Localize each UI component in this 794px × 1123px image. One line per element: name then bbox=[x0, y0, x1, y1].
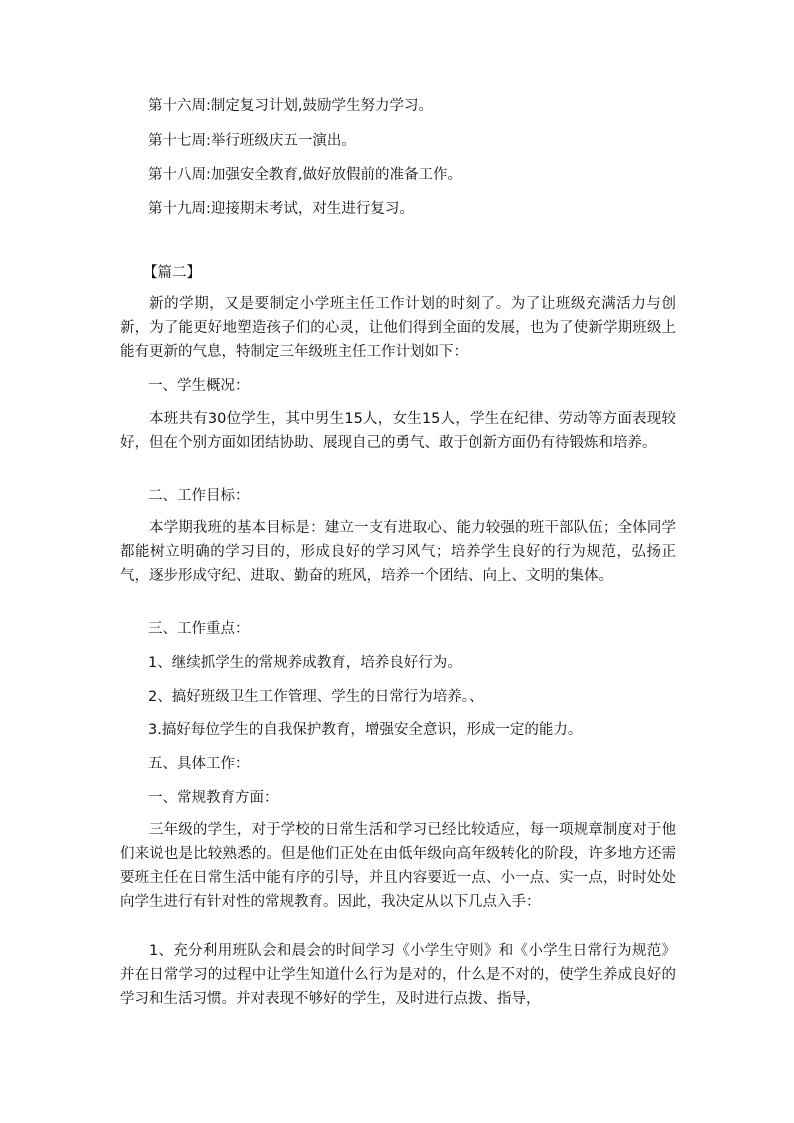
week-16-line: 第十六周:制定复习计划,鼓励学生努力学习。 bbox=[148, 98, 433, 114]
heading-student-overview: 一、学生概况： bbox=[148, 378, 250, 394]
routine-education-paragraph: 三年级的学生，对于学校的日常生活和学习已经比较适应，每一项规章制度对于他们来说也是比较熟悉的。但是他们正处在由低年级向高年级转化的阶段，许多地方还需要班主任在日常生活中能有序的引导，并且内容要近一点、小一点、实一点，时时处处向学生进行有针对性的常规教育。因此，我决定从以下几点入手： bbox=[120, 822, 676, 910]
week-18-line: 第十八周:加强安全教育,做好放假前的准备工作。 bbox=[148, 167, 462, 183]
week-17-line: 第十七周:举行班级庆五一演出。 bbox=[148, 133, 356, 149]
focus-item-1: 1、继续抓学生的常规养成教育，培养良好行为。 bbox=[148, 655, 462, 671]
focus-item-2: 2、搞好班级卫生工作管理、学生的日常行为培养。、 bbox=[148, 689, 484, 705]
student-overview-paragraph: 本班共有30位学生，其中男生15人，女生15人，学生在纪律、劳动等方面表现较好，但在个别方面如团结协助、展现自己的勇气、敢于创新方面仍有待锻炼和培养。 bbox=[120, 411, 676, 451]
section-heading: 【篇二】 bbox=[143, 265, 201, 281]
heading-work-focus: 三、工作重点： bbox=[148, 621, 250, 637]
heading-specific-work: 五、具体工作： bbox=[148, 756, 250, 772]
intro-paragraph: 新的学期，又是要制定小学班主任工作计划的时刻了。为了让班级充满活力与创新，为了能更好地塑造孩子们的心灵，让他们得到全面的发展，也为了使新学期班级上能有更新的气息，特制定三年级班主任工作计划如下： bbox=[120, 296, 676, 360]
heading-work-goals: 二、工作目标： bbox=[148, 488, 250, 504]
week-19-line: 第十九周:迎接期末考试，对生进行复习。 bbox=[148, 201, 414, 217]
work-goals-paragraph: 本学期我班的基本目标是：建立一支有进取心、能力较强的班干部队伍；全体同学都能树立明确的学习目的，形成良好的学习风气；培养学生良好的行为规范，弘扬正气，逐步形成守纪、进取、勤奋的班风，培养一个团结、向上、文明的集体。 bbox=[120, 520, 676, 584]
heading-routine-education: 一、常规教育方面： bbox=[148, 790, 279, 806]
focus-item-3: 3.搞好每位学生的自我保护教育，增强安全意识，形成一定的能力。 bbox=[148, 722, 583, 738]
routine-item-1-paragraph: 1、充分利用班队会和晨会的时间学习《小学生守则》和《小学生日常行为规范》并在日常学习的过程中让学生知道什么行为是对的，什么是不对的，使学生养成良好的学习和生活习惯。并对表现不够好的学生，及时进行点拨、指导， bbox=[120, 943, 676, 1007]
